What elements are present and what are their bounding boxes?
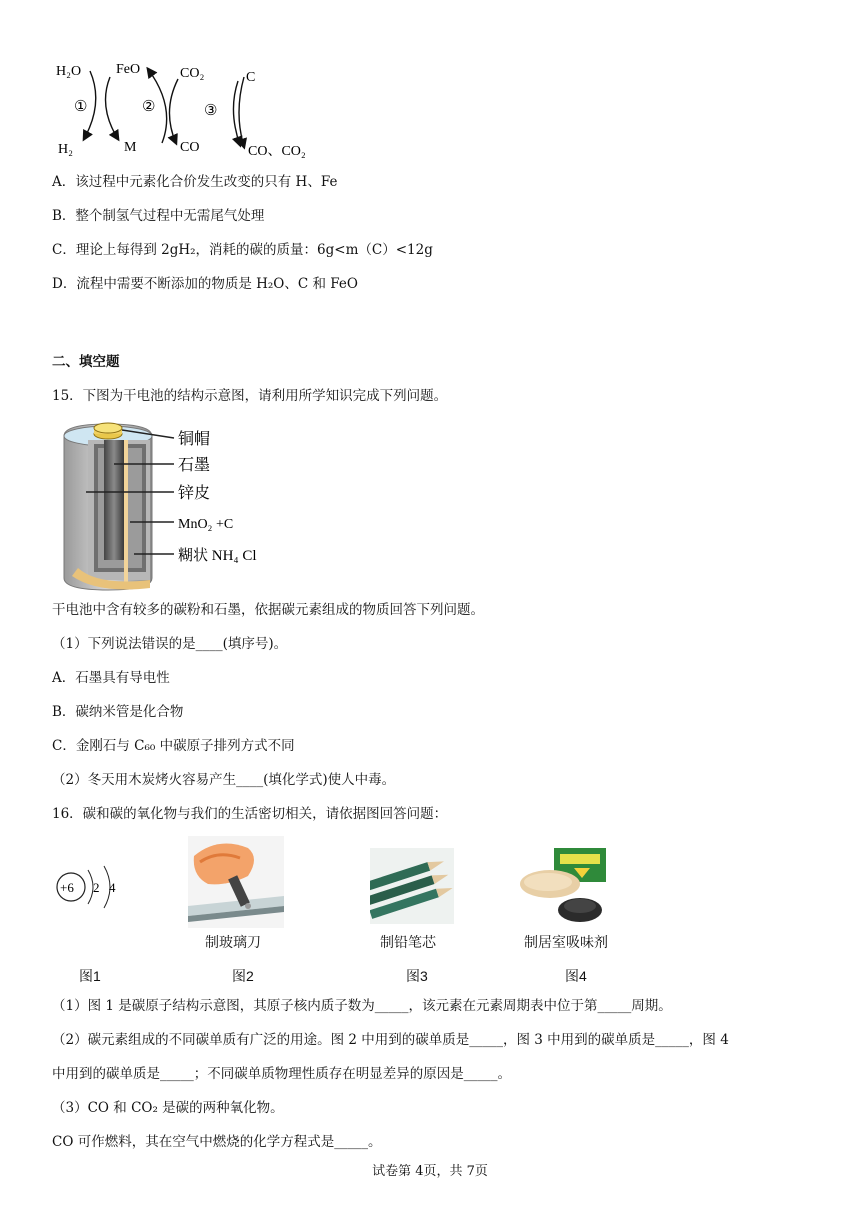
label-step1: ① <box>74 99 88 115</box>
fig-label-4: 图4 <box>565 968 587 984</box>
battery-diagram <box>58 418 298 594</box>
battery-label-cap: 铜帽 <box>178 431 211 448</box>
atom-shell2: 4 <box>109 880 116 895</box>
q16-sub3: （3）CO 和 CO₂ 是碳的两种氧化物。 <box>52 1100 284 1116</box>
pencils-image <box>370 848 454 924</box>
q15-option-c: C．金刚石与 C₆₀ 中碳原子排列方式不同 <box>52 738 295 754</box>
label-step3: ③ <box>204 103 218 119</box>
battery-label-zinc: 锌皮 <box>178 485 211 502</box>
q14-option-a: A．该过程中元素化合价发生改变的只有 H、Fe <box>52 174 338 190</box>
cycle-diagram <box>52 55 332 160</box>
label-h2: H₂ <box>58 142 73 157</box>
q16-sub1: （1）图 1 是碳原子结构示意图，其原子核内质子数为_____，该元素在元素周期表中位于第_____周期。 <box>52 998 672 1014</box>
section-title: 二、填空题 <box>52 354 120 370</box>
battery-label-paste: 糊状 NH₄ Cl <box>178 548 257 564</box>
q15-sub2: （2）冬天用木炭烤火容易产生____(填化学式)使人中毒。 <box>52 772 396 788</box>
atom-shell1: 2 <box>93 880 100 895</box>
label-h2o: H₂O <box>56 64 82 79</box>
fig-label-2: 图2 <box>232 968 254 984</box>
q16-sub2-line1: （2）碳元素组成的不同碳单质有广泛的用途。图 2 中用到的碳单质是_____，图 3 中用到的碳单质是_____，图 4 <box>52 1032 729 1048</box>
caption-fig4: 制居室吸味剂 <box>524 934 608 950</box>
q15-stem: 15．下图为干电池的结构示意图，请利用所学知识完成下列问题。 <box>52 388 448 404</box>
caption-fig2: 制玻璃刀 <box>205 934 261 950</box>
fig-label-1: 图1 <box>79 968 101 984</box>
label-step2: ② <box>142 99 156 115</box>
label-feo: FeO <box>116 62 141 77</box>
q14-option-d: D．流程中需要不断添加的物质是 H₂O、C 和 FeO <box>52 276 358 292</box>
carbon-atom-diagram <box>54 862 134 912</box>
q15-option-b: B．碳纳米管是化合物 <box>52 704 184 720</box>
deodorizer-image <box>518 846 614 926</box>
q15-intro: 干电池中含有较多的碳粉和石墨，依据碳元素组成的物质回答下列问题。 <box>52 602 484 618</box>
q14-option-c: C．理论上每得到 2gH₂，消耗的碳的质量：6g<m（C）<12g <box>52 242 433 258</box>
q14-option-b: B．整个制氢气过程中无需尾气处理 <box>52 208 265 224</box>
label-c-top: C <box>246 70 256 85</box>
q16-sub3-question: CO 可作燃料，其在空气中燃烧的化学方程式是_____。 <box>52 1134 382 1150</box>
q16-sub2-line2: 中用到的碳单质是_____；不同碳单质物理性质存在明显差异的原因是_____。 <box>52 1066 511 1082</box>
q15-sub1: （1）下列说法错误的是____(填序号)。 <box>52 636 288 652</box>
label-co-co2: CO、CO₂ <box>248 144 306 159</box>
fig-label-3: 图3 <box>406 968 428 984</box>
caption-fig3: 制铅笔芯 <box>380 934 436 950</box>
q15-option-a: A．石墨具有导电性 <box>52 670 170 686</box>
label-m: M <box>124 140 137 155</box>
battery-label-mno2: MnO₂ +C <box>178 517 234 532</box>
atom-nucleus: +6 <box>60 880 74 895</box>
label-co: CO <box>180 140 200 155</box>
battery-label-graphite: 石墨 <box>178 457 211 474</box>
label-co2-top: CO₂ <box>180 66 205 81</box>
q16-stem: 16．碳和碳的氧化物与我们的生活密切相关，请依据图回答问题： <box>52 806 448 822</box>
glass-cutter-image <box>188 836 284 928</box>
page-footer: 试卷第 4页，共 7页 <box>372 1164 488 1179</box>
